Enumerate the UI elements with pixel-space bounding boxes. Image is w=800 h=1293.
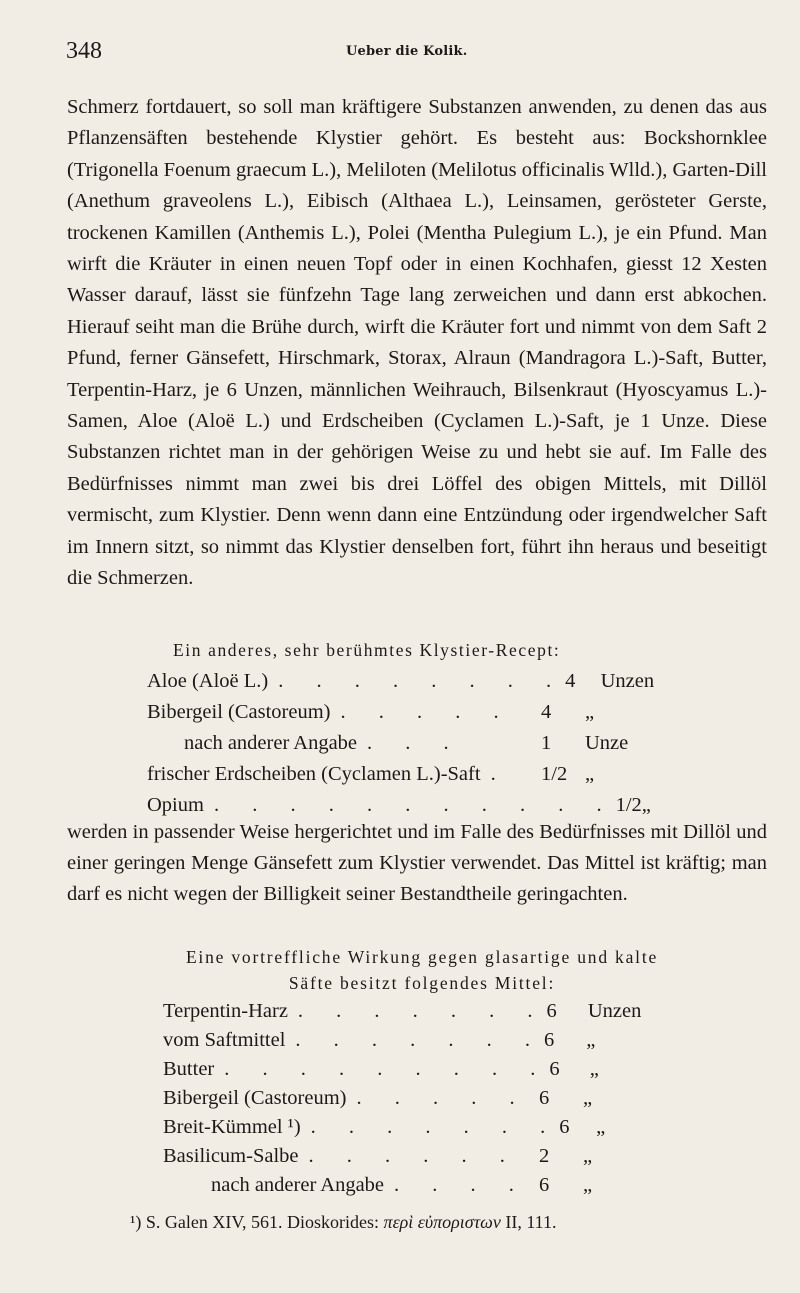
recipe-1-item — [147, 732, 665, 755]
footnote — [130, 1212, 556, 1233]
page-header — [66, 38, 760, 68]
item-unit: „ — [583, 1087, 593, 1109]
recipe-2-title-line-1: Eine vortreffliche Wirkung gegen glasartige und kalte — [185, 947, 659, 967]
item-quantity: 6 — [559, 1116, 570, 1138]
leader-dots: . . . . . . . . . . . — [213, 794, 616, 816]
item-quantity: 4 — [565, 670, 576, 692]
item-name: Aloe (Aloë L.) — [147, 670, 269, 692]
leader-dots: . . . . . — [356, 1087, 529, 1109]
recipe-2-item — [163, 1116, 663, 1139]
leader-dots: . . . . . . . — [310, 1116, 560, 1138]
recipe-1-item — [147, 794, 665, 817]
recipe-1-item — [147, 670, 665, 693]
recipe-1-item — [147, 763, 665, 786]
leader-dots: . . . . . . . — [297, 1000, 547, 1022]
recipe-2-title-line-2: Säfte besitzt folgendes Mittel: — [288, 973, 556, 993]
recipe-1-title: Ein anderes, sehr berühmtes Klystier-Recept: — [173, 640, 561, 660]
recipe-2-item — [163, 1174, 663, 1197]
recipe-2-item — [163, 1029, 663, 1052]
item-unit: Unzen — [600, 670, 655, 692]
item-unit: Unzen — [587, 1000, 642, 1022]
leader-dots: . . . . . . — [308, 1145, 519, 1167]
recipe-2-item — [163, 1000, 663, 1023]
leader-dots: . . . . — [394, 1174, 528, 1196]
leader-dots: . . . . . — [340, 701, 513, 723]
recipe-1-item — [147, 701, 665, 724]
item-unit: „ — [641, 794, 651, 816]
item-quantity: 6 — [546, 1000, 557, 1022]
item-name: Butter — [163, 1058, 215, 1080]
item-quantity: 6 — [544, 1029, 555, 1051]
footnote-text: S. Galen XIV, 561. Dioskorides: — [145, 1212, 380, 1232]
leader-dots: . . . . . . . . — [278, 670, 566, 692]
item-name: nach anderer Angabe — [211, 1174, 385, 1196]
recipe-2-item — [163, 1087, 663, 1110]
footnote-greek-title: περὶ εὐποριστων — [383, 1212, 501, 1232]
item-unit: „ — [585, 763, 595, 785]
item-name: vom Saftmittel — [163, 1029, 286, 1051]
item-name: Bibergeil (Castoreum) — [147, 701, 331, 723]
leader-dots: . . . . . . . — [295, 1029, 545, 1051]
item-unit: „ — [596, 1116, 606, 1138]
item-quantity: 6 — [549, 1058, 560, 1080]
item-name: Opium — [147, 794, 204, 816]
paragraph-1: Schmerz fortdauert, so soll man kräftigere Substanzen anwenden, zu denen das aus Pflanzensäften bestehende Klystier gehört. Es besteht aus: Bockshornklee (Trigonella Foenum graecum L.), Meliloten (Melilotus officinalis Wlld.), Garten-Dill (Anethum graveolens L.), Eibisch (Althaea L.), Leinsamen, gerösteter Gerste, trockenen Kamillen (Anthemis L.), Polei (Mentha Pulegium L.), je ein Pfund. Man wirft die Kräuter in einen neuen Topf oder in einen Kochhafen, giesst 12 Xesten Wasser darauf, lässt sie fünfzehn Tage lang zerweichen und dann erst abkochen. Hierauf seiht man die Brühe durch, wirft die Kräuter fort und nimmt von dem Saft 2 Pfund, ferner Gänsefett, Hirschmark, Storax, Alraun (Mandragora L.)-Saft, Butter, Terpentin-Harz, je 6 Unzen, männlichen Weihrauch, Bilsenkraut (Hyoscyamus L.)-Samen, Aloe (Aloë L.) und Erdscheiben (Cyclamen L.)-Saft, je 1 Unze. Diese Substanzen richtet man in der gehörigen Weise zu und hebt sie auf. Im Falle des Bedürfnisses nimmt man zwei bis drei Löffel des obigen Mittels, mit Dillöl vermischt, zum Klystier. Denn wenn dann eine Entzündung oder irgendwelcher Saft im Innern sitzt, so nimmt das Klystier denselben fort, führt ihn heraus und beseitigt die Schmerzen. — [67, 96, 767, 590]
leader-dots: . . . . . . . . . — [224, 1058, 550, 1080]
recipe-2-item — [163, 1058, 663, 1081]
item-quantity: 4 — [541, 701, 552, 723]
item-unit: Unze — [585, 732, 629, 754]
recipe-2-item — [163, 1145, 663, 1168]
item-quantity: 1/2 — [615, 794, 642, 816]
item-unit: „ — [589, 1058, 599, 1080]
footnote-tail: II, 111. — [505, 1212, 557, 1232]
item-quantity: 6 — [539, 1087, 550, 1109]
paragraph-2: werden in passender Weise hergerichtet und im Falle des Bedürfnisses mit Dillöl und einer geringen Menge Gänsefett zum Klystier verwendet. Das Mittel ist kräftig; man darf es nicht wegen der Billigkeit seiner Bestandtheile geringachten. — [67, 821, 767, 905]
item-quantity: 1/2 — [541, 763, 568, 785]
item-name: nach anderer Angabe — [184, 732, 358, 754]
running-head: Ueber die Kolik. — [346, 44, 468, 59]
footnote-marker: ¹) — [130, 1212, 142, 1232]
item-name: Terpentin-Harz — [163, 1000, 288, 1022]
item-name: Bibergeil (Castoreum) — [163, 1087, 347, 1109]
item-quantity: 1 — [541, 732, 552, 754]
page-number: 348 — [66, 38, 102, 64]
item-unit: „ — [585, 701, 595, 723]
recipe-2-title — [132, 944, 712, 996]
item-name: frischer Erdscheiben (Cyclamen L.)-Saft — [147, 763, 481, 785]
leader-dots: . . . — [367, 732, 463, 754]
item-unit: „ — [583, 1145, 593, 1167]
item-name: Breit-Kümmel ¹) — [163, 1116, 301, 1138]
item-name: Basilicum-Salbe — [163, 1145, 299, 1167]
item-quantity: 6 — [539, 1174, 550, 1196]
item-unit: „ — [586, 1029, 596, 1051]
leader-dots: . — [490, 763, 510, 785]
item-unit: „ — [583, 1174, 593, 1196]
item-quantity: 2 — [539, 1145, 550, 1167]
